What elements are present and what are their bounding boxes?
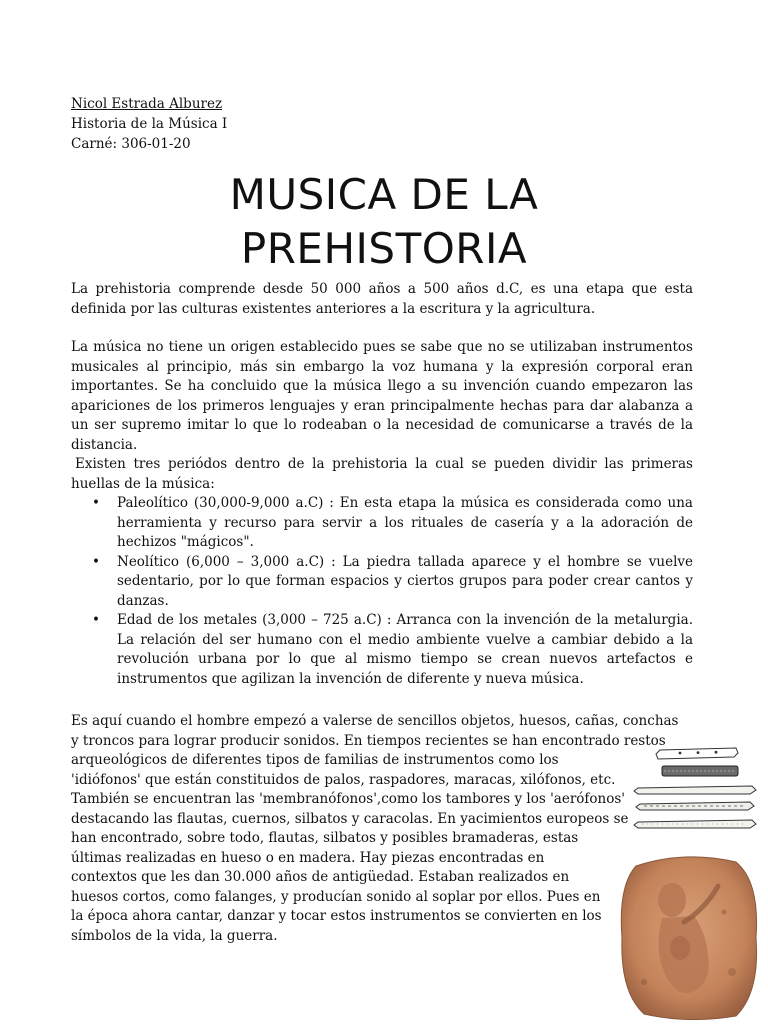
closing-paragraph — [71, 712, 693, 946]
closing-line: 'idiófonos' que están constituidos de palos, raspadores, maracas, xilófonos, etc. — [71, 771, 616, 788]
period-item-neolithic: • Neolítico (6,000 – 3,000 a.C) : La piedra tallada aparece y el hombre se vuelve sedentario, por lo que forman espacios y ciertos grupos para poder crear cantos y danzas. — [117, 553, 693, 612]
closing-line: huesos cortos, como falanges, y producían sonido al soplar por ellos. Pues en — [71, 888, 601, 905]
document-title — [0, 168, 768, 276]
closing-line: han encontrado, sobre todo, flautas, silbatos y posibles bramaderas, estas — [71, 830, 579, 846]
closing-line: últimas realizadas en hueso o en madera. Hay piezas encontradas en — [71, 849, 545, 866]
closing-line: También se encuentran las 'membranófonos',como los tambores y los 'aerófonos' — [71, 791, 625, 807]
document-header — [71, 94, 227, 154]
intro-paragraph: La prehistoria comprende desde 50 000 años a 500 años d.C, es una etapa que esta definida por las culturas existentes anteriores a la escritura y la agricultura. — [71, 281, 693, 317]
course-name: Historia de la Música I — [71, 116, 228, 132]
venus-relief-illustration — [614, 852, 762, 1020]
author-name: Nicol Estrada Alburez — [71, 96, 223, 112]
closing-line: destacando las flautas, cuernos, silbatos y caracolas. En yacimientos europeos se — [71, 810, 629, 827]
closing-line: la época ahora cantar, danzar y tocar estos instrumentos se convierten en los — [71, 908, 602, 924]
origin-paragraph: La música no tiene un origen establecido pues se sabe que no se utilizaban instrumentos musicales al principio, más sin embargo la voz humana y la expresión corporal eran importantes. Se ha concluido que la música llego a su invención cuando empezaron las apariciones de los primeros lenguajes y eran principalmente hechas para dar alabanza a un ser supremo imitar lo que lo rodeaban o la necesidad de comunicarse a través de la distancia. — [71, 339, 693, 453]
periods-list — [71, 494, 693, 689]
closing-line: y troncos para lograr producir sonidos. En tiempos recientes se han encontrado restos — [71, 732, 666, 749]
title-line-1: MUSICA DE LA — [229, 170, 539, 219]
period-item-metal-age: • Edad de los metales (3,000 – 725 a.C) : Arranca con la invención de la metalurgia. La relación del ser humano con el medio ambiente vuelve a cambiar debido a la revolución urbana por lo que al mismo tiempo se crean nuevos artefactos e instrumentos que agilizan la invención de diferente y nueva música. — [117, 611, 693, 689]
closing-line: Es aquí cuando el hombre empezó a valerse de sencillos objetos, huesos, cañas, conchas — [71, 713, 679, 729]
document-body — [71, 280, 693, 689]
closing-line: arqueológicos de diferentes tipos de familias de instrumentos como los — [71, 752, 559, 768]
closing-line: contextos que les dan 30.000 años de antigüedad. Estaban realizados en — [71, 869, 570, 885]
paragraph-spacer — [71, 319, 693, 338]
closing-line: símbolos de la vida, la guerra. — [71, 927, 278, 944]
period-item-paleolithic: • Paleolítico (30,000-9,000 a.C) : En esta etapa la música es considerada como una herramienta y recurso para servir a los rituales de casería y a la adoración de hechizos "mágicos". — [117, 494, 693, 553]
periods-intro-paragraph: Existen tres periódos dentro de la prehistoria la cual se pueden dividir las primeras huellas de la música: — [71, 456, 693, 492]
student-id: Carné: 306-01-20 — [71, 136, 191, 152]
title-line-2: PREHISTORIA — [240, 224, 528, 273]
bone-instruments-illustration — [632, 744, 762, 836]
